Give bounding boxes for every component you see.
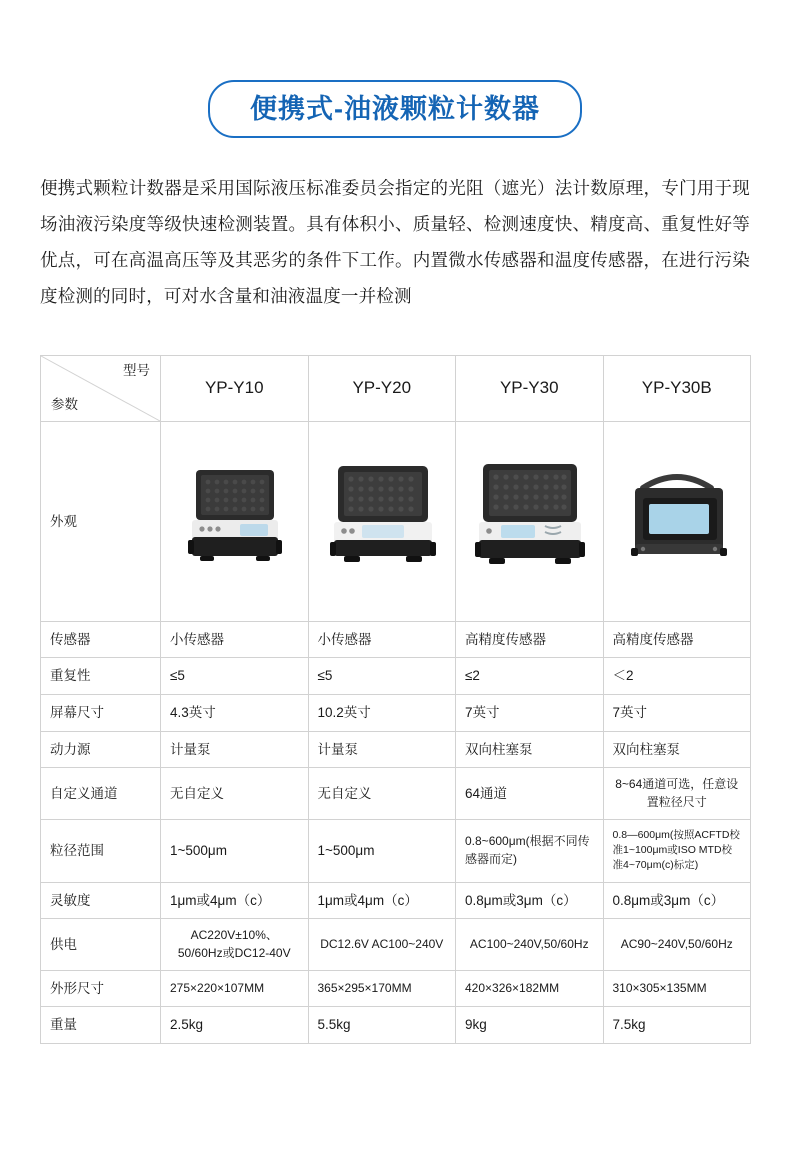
corner-header-cell	[41, 355, 161, 421]
cell-repeatability-yp-y10: ≤5	[161, 658, 309, 695]
cell-dimensions-yp-y20: 365×295×170MM	[308, 970, 456, 1007]
page-title: 便携式-油液颗粒计数器	[208, 80, 582, 138]
row-label-weight: 重量	[41, 1007, 161, 1044]
table-row	[41, 919, 751, 971]
cell-supply-yp-y30b: AC90~240V,50/60Hz	[603, 919, 751, 971]
table-row	[41, 1007, 751, 1044]
product-image-yp-y30b	[603, 421, 751, 621]
row-label-repeatability: 重复性	[41, 658, 161, 695]
cell-weight-yp-y10: 2.5kg	[161, 1007, 309, 1044]
cell-weight-yp-y30: 9kg	[456, 1007, 604, 1044]
row-label-power-source: 动力源	[41, 731, 161, 768]
product-image-yp-y30	[456, 421, 604, 621]
table-row	[41, 970, 751, 1007]
column-header-model-1: YP-Y10	[161, 355, 309, 421]
cell-repeatability-yp-y30: ≤2	[456, 658, 604, 695]
table-row	[41, 421, 751, 621]
cell-dimensions-yp-y10: 275×220×107MM	[161, 970, 309, 1007]
cell-weight-yp-y20: 5.5kg	[308, 1007, 456, 1044]
row-label-custom-channel: 自定义通道	[41, 768, 161, 820]
cell-sensitivity-yp-y20: 1μm或4μm（c）	[308, 882, 456, 919]
table-row	[41, 731, 751, 768]
cell-range-yp-y30: 0.8~600μm(根据不同传感器而定)	[456, 819, 604, 882]
row-label-sensor: 传感器	[41, 621, 161, 658]
table-row	[41, 768, 751, 820]
cell-sensor-yp-y30b: 高精度传感器	[603, 621, 751, 658]
cell-sensitivity-yp-y30b: 0.8μm或3μm（c）	[603, 882, 751, 919]
cell-range-yp-y10: 1~500μm	[161, 819, 309, 882]
product-image-yp-y10	[161, 421, 309, 621]
cell-sensitivity-yp-y10: 1μm或4μm（c）	[161, 882, 309, 919]
case-small-open-icon	[170, 436, 298, 606]
row-label-appearance: 外观	[41, 421, 161, 621]
cell-screen-yp-y30b: 7英寸	[603, 695, 751, 732]
title-container	[40, 0, 750, 138]
cell-dimensions-yp-y30b: 310×305×135MM	[603, 970, 751, 1007]
row-label-power-supply: 供电	[41, 919, 161, 971]
column-header-model-3: YP-Y30	[456, 355, 604, 421]
row-label-particle-range: 粒径范围	[41, 819, 161, 882]
cell-weight-yp-y30b: 7.5kg	[603, 1007, 751, 1044]
row-label-sensitivity: 灵敏度	[41, 882, 161, 919]
cell-sensor-yp-y30: 高精度传感器	[456, 621, 604, 658]
cell-supply-yp-y20: DC12.6V AC100~240V	[308, 919, 456, 971]
intro-paragraph: 便携式颗粒计数器是采用国际液压标准委员会指定的光阻（遮光）法计数原理，专门用于现场油液污染度等级快速检测装置。具有体积小、质量轻、检测速度快、精度高、重复性好等优点，可在高温高压等及其恶劣的条件下工作。内置微水传感器和温度传感器，在进行污染度检测的同时，可对水含量和油液温度一并检测	[40, 178, 750, 307]
case-medium-open-icon	[318, 436, 446, 606]
cell-channel-yp-y30: 64通道	[456, 768, 604, 820]
cell-powersource-yp-y10: 计量泵	[161, 731, 309, 768]
corner-param-label: 参数	[51, 397, 78, 413]
column-header-model-2: YP-Y20	[308, 355, 456, 421]
cell-channel-yp-y30b: 8~64通道可选，任意设置粒径尺寸	[603, 768, 751, 820]
cell-powersource-yp-y30b: 双向柱塞泵	[603, 731, 751, 768]
cell-sensitivity-yp-y30: 0.8μm或3μm（c）	[456, 882, 604, 919]
product-image-yp-y20	[308, 421, 456, 621]
cell-sensor-yp-y10: 小传感器	[161, 621, 309, 658]
table-row	[41, 882, 751, 919]
cell-channel-yp-y10: 无自定义	[161, 768, 309, 820]
row-label-screen-size: 屏幕尺寸	[41, 695, 161, 732]
cell-powersource-yp-y20: 计量泵	[308, 731, 456, 768]
cell-supply-yp-y10: AC220V±10%、50/60Hz或DC12-40V	[161, 919, 309, 971]
spec-table-container	[40, 355, 750, 1044]
cell-repeatability-yp-y30b: ＜2	[603, 658, 751, 695]
corner-model-label: 型号	[123, 362, 150, 378]
cell-screen-yp-y20: 10.2英寸	[308, 695, 456, 732]
row-label-dimensions: 外形尺寸	[41, 970, 161, 1007]
cell-repeatability-yp-y20: ≤5	[308, 658, 456, 695]
case-large-open-icon	[465, 436, 593, 606]
cell-screen-yp-y30: 7英寸	[456, 695, 604, 732]
table-row	[41, 695, 751, 732]
rack-unit-handle-icon	[613, 436, 741, 606]
table-row	[41, 621, 751, 658]
cell-sensor-yp-y20: 小传感器	[308, 621, 456, 658]
cell-range-yp-y20: 1~500μm	[308, 819, 456, 882]
cell-screen-yp-y10: 4.3英寸	[161, 695, 309, 732]
cell-powersource-yp-y30: 双向柱塞泵	[456, 731, 604, 768]
table-row	[41, 819, 751, 882]
cell-channel-yp-y20: 无自定义	[308, 768, 456, 820]
column-header-model-4: YP-Y30B	[603, 355, 751, 421]
cell-dimensions-yp-y30: 420×326×182MM	[456, 970, 604, 1007]
spec-table	[40, 355, 751, 1044]
table-row	[41, 658, 751, 695]
table-header-row	[41, 355, 751, 421]
cell-range-yp-y30b: 0.8—600μm(按照ACFTD校准1~100μm或ISO MTD校准4~70μm(c)标定)	[603, 819, 751, 882]
cell-supply-yp-y30: AC100~240V,50/60Hz	[456, 919, 604, 971]
